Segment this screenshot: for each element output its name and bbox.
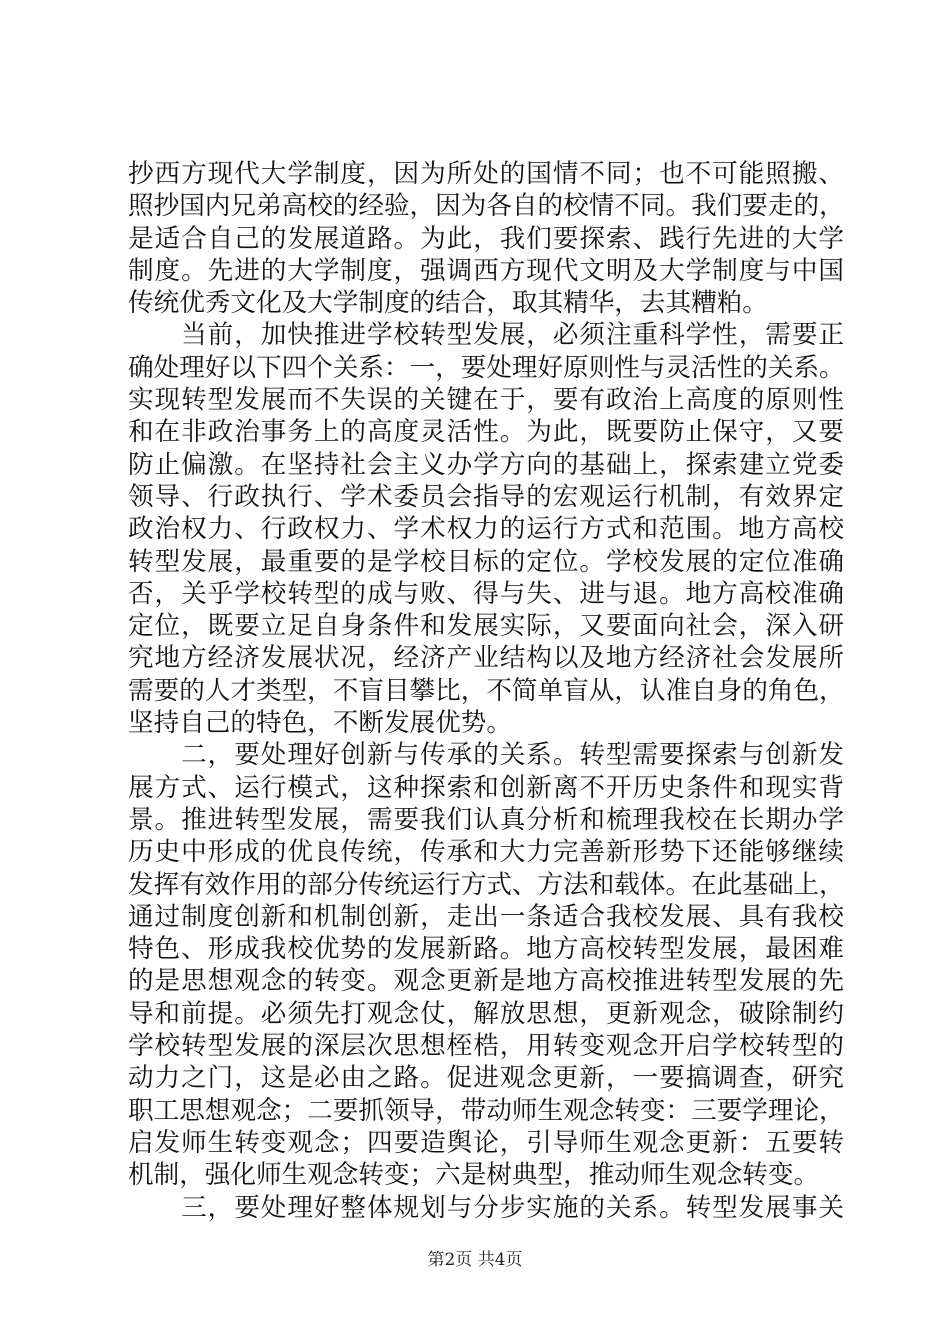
text-line: 当前，加快推进学校转型发展，必须注重科学性，需要正 (128, 320, 844, 351)
text-line: 职工思想观念；二要抓领导，带动师生观念转变：三要学理论， (128, 1095, 845, 1126)
text-line: 否，关乎学校转型的成与败、得与失、进与退。地方高校准确 (128, 578, 844, 609)
text-line: 特色、形成我校优势的发展新路。地方高校转型发展，最困难 (128, 934, 844, 965)
text-line: 启发师生转变观念；四要造舆论，引导师生观念更新：五要转 (128, 1127, 844, 1158)
text-line: 定位，既要立足自身条件和发展实际，又要面向社会，深入研 (128, 611, 844, 642)
text-line: 历史中形成的优良传统，传承和大力完善新形势下还能够继续 (128, 837, 844, 868)
text-line: 照抄国内兄弟高校的经验，因为各自的校情不同。我们要走的， (128, 191, 845, 222)
text-line: 三，要处理好整体规划与分步实施的关系。转型发展事关 (128, 1192, 844, 1223)
text-line: 的是思想观念的转变。观念更新是地方高校推进转型发展的先 (128, 966, 844, 997)
body-text (128, 158, 844, 1224)
text-line: 导和前提。必须先打观念仗，解放思想，更新观念，破除制约 (128, 998, 844, 1029)
text-line: 景。推进转型发展，需要我们认真分析和梳理我校在长期办学 (128, 804, 844, 835)
page-number: 第2页 共4页 (427, 1250, 523, 1270)
text-line: 究地方经济发展状况，经济产业结构以及地方经济社会发展所 (128, 643, 844, 674)
text-line: 是适合自己的发展道路。为此，我们要探索、践行先进的大学 (128, 223, 844, 254)
text-line: 学校转型发展的深层次思想桎梏，用转变观念开启学校转型的 (128, 1031, 844, 1062)
text-line: 发挥有效作用的部分传统运行方式、方法和载体。在此基础上， (128, 869, 845, 900)
text-line: 需要的人才类型，不盲目攀比，不简单盲从，认准自身的角色， (128, 675, 845, 706)
text-line: 机制，强化师生观念转变；六是树典型，推动师生观念转变。 (128, 1160, 820, 1191)
text-line: 实现转型发展而不失误的关键在于，要有政治上高度的原则性 (128, 385, 844, 416)
text-line: 抄西方现代大学制度，因为所处的国情不同；也不可能照搬、 (128, 159, 844, 189)
text-line: 坚持自己的特色，不断发展优势。 (128, 708, 512, 739)
text-line: 传统优秀文化及大学制度的结合，取其精华，去其糟粕。 (128, 288, 768, 319)
text-line: 展方式、运行模式，这种探索和创新离不开历史条件和现实背 (128, 772, 844, 803)
text-line: 动力之门，这是必由之路。促进观念更新，一要搞调查，研究 (128, 1063, 844, 1094)
text-line: 确处理好以下四个关系：一，要处理好原则性与灵活性的关系。 (128, 352, 845, 383)
text-line: 防止偏激。在坚持社会主义办学方向的基础上，探索建立党委 (128, 449, 844, 480)
text-line: 二，要处理好创新与传承的关系。转型需要探索与创新发 (128, 740, 844, 771)
text-line: 制度。先进的大学制度，强调西方现代文明及大学制度与中国 (128, 255, 844, 286)
text-line: 和在非政治事务上的高度灵活性。为此，既要防止保守，又要 (128, 417, 844, 448)
text-line: 政治权力、行政权力、学术权力的运行方式和范围。地方高校 (128, 514, 844, 545)
text-line: 通过制度创新和机制创新，走出一条适合我校发展、具有我校 (128, 901, 844, 932)
text-line: 转型发展，最重要的是学校目标的定位。学校发展的定位准确 (128, 546, 844, 577)
text-line: 领导、行政执行、学术委员会指导的宏观运行机制，有效界定 (128, 481, 844, 512)
